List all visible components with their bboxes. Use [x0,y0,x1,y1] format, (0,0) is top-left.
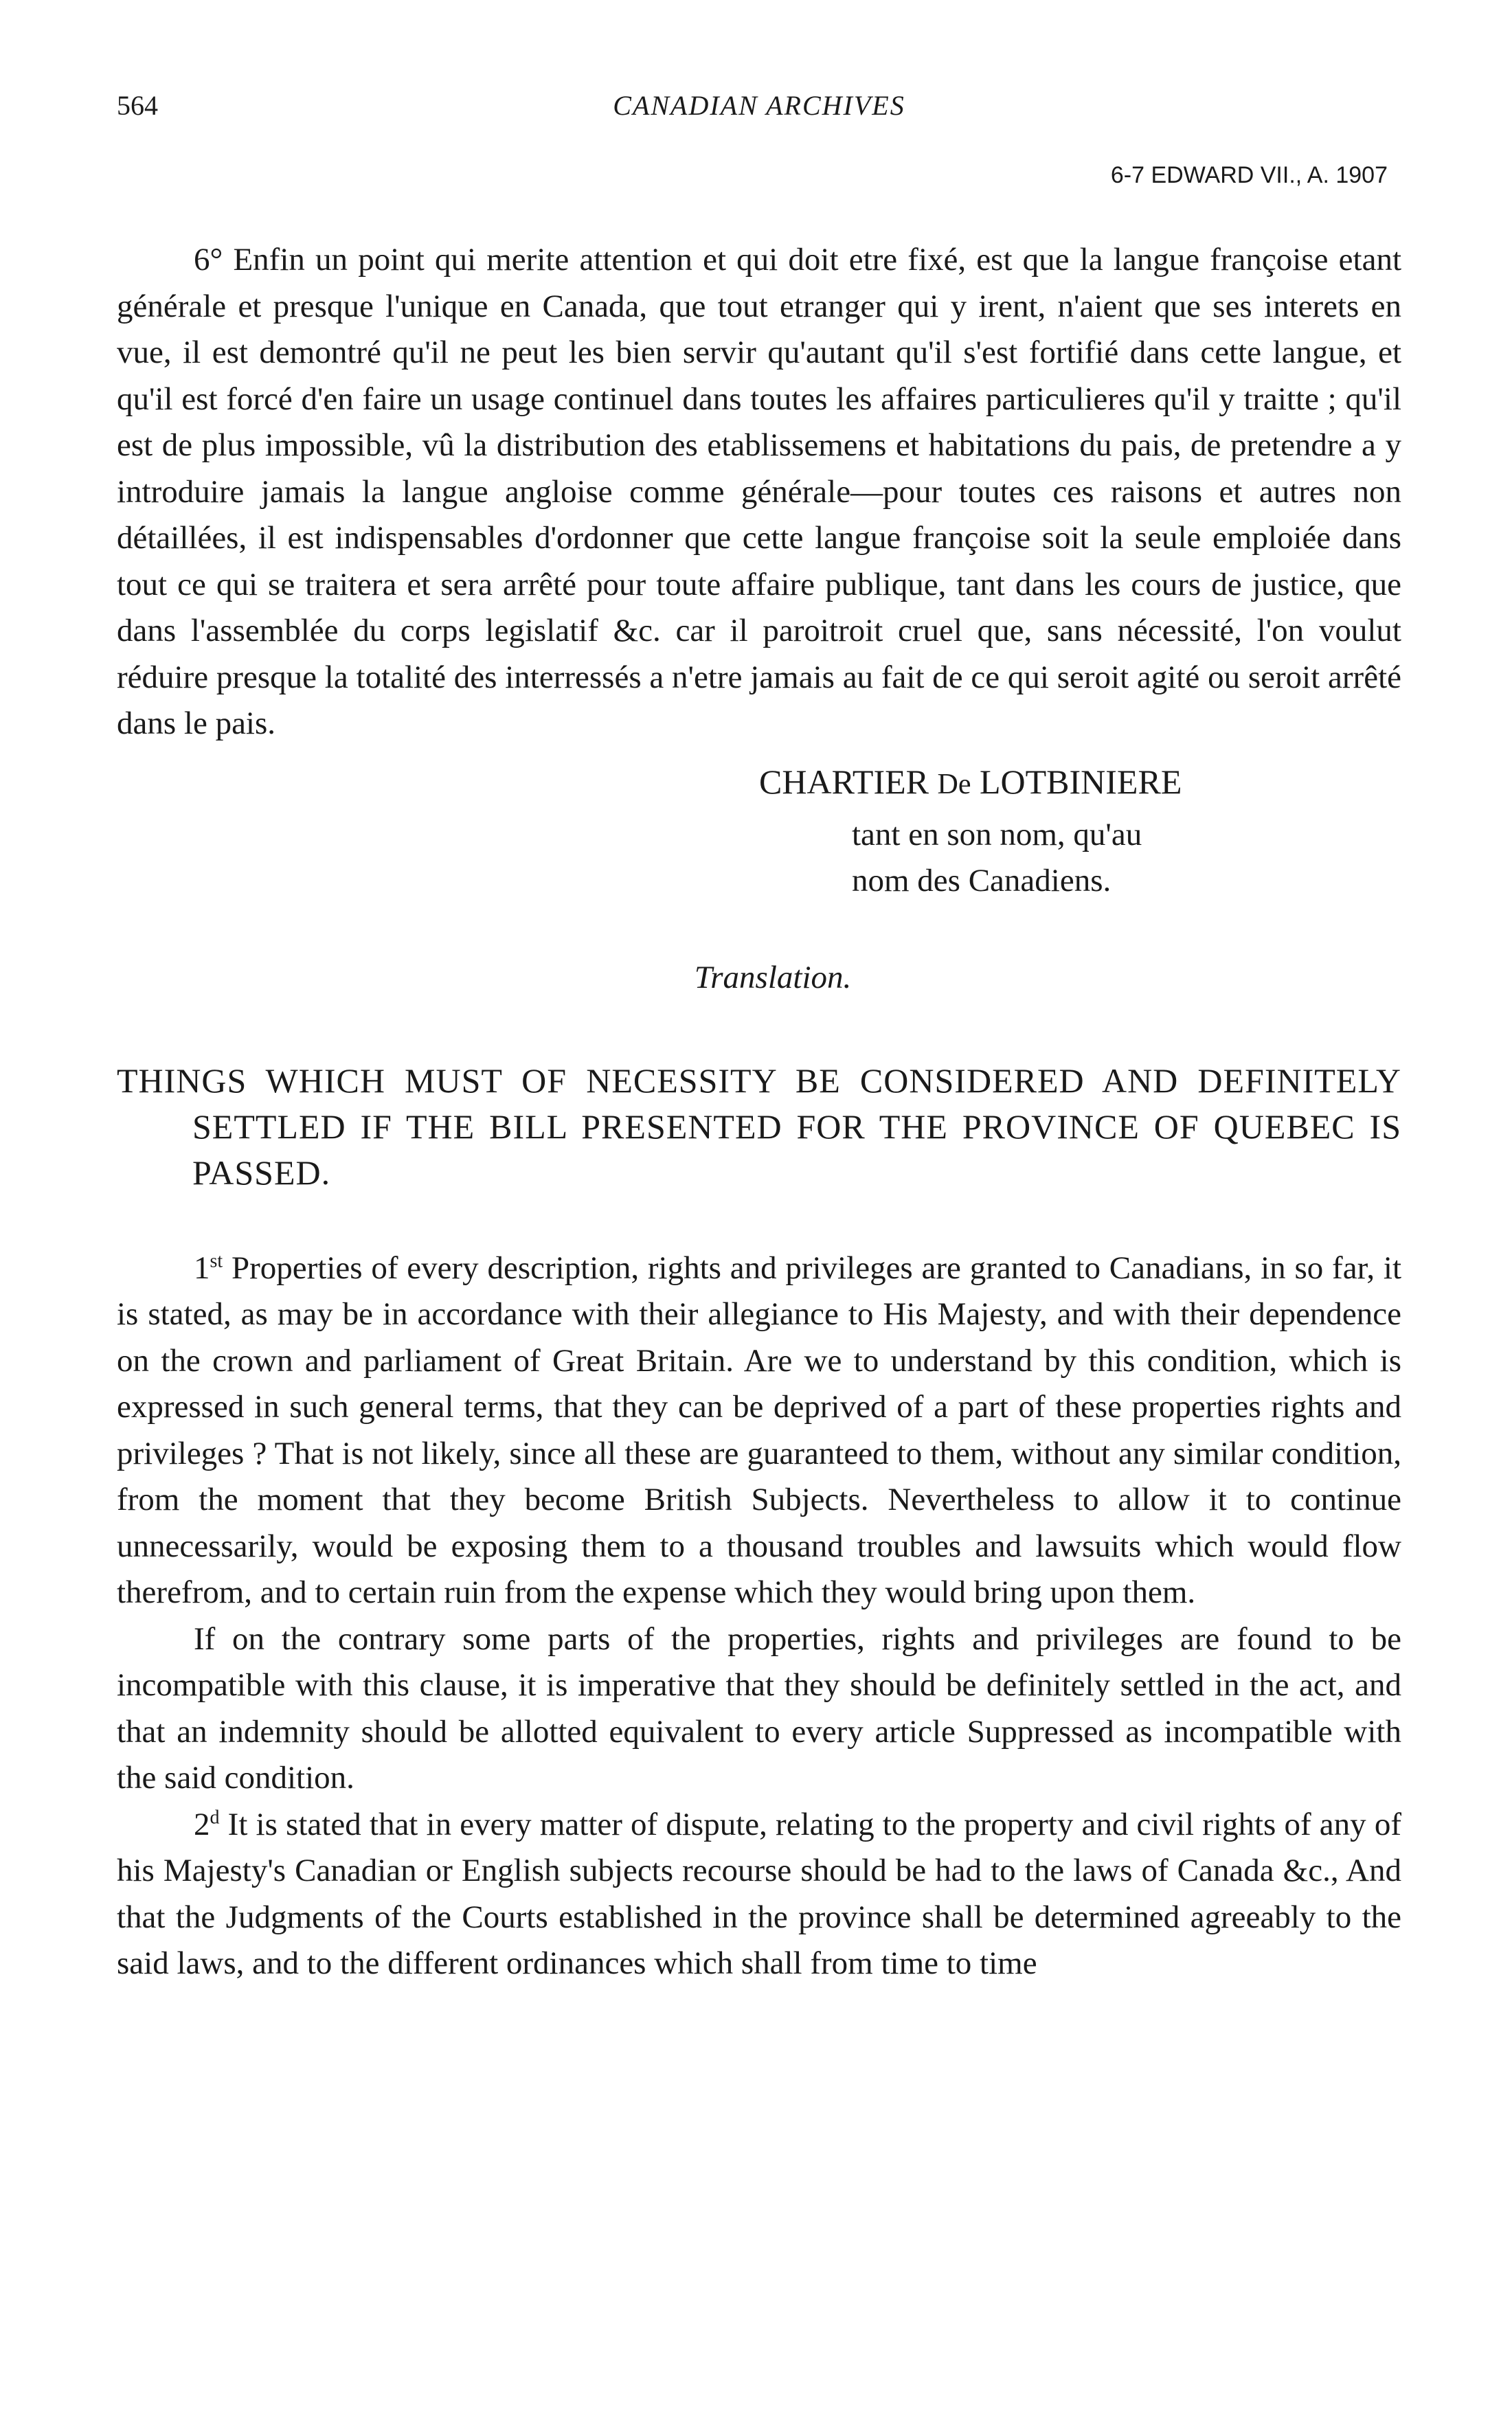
paragraph-number: 1 [194,1250,210,1286]
signatory-name-first: CHARTIER [759,762,938,801]
page [117,89,1401,1987]
paragraph-text: Properties of every description, rights and privileges are granted to Canadians, in so far, it is stated, as may be in accordance with their allegiance to His Majesty, and with their dependence on the crown and parliament of Great Britain. Are we to understand by this condition, which is expressed in such general terms, that they can be deprived of a part of these properties rights and privileges ? That is not likely, since all these are guaranteed to them, without any similar condition, from the moment that they become British Subjects. Nevertheless to allow it to continue unnecessarily, would be exposing them to a thousand troubles and lawsuits which would flow therefrom, and to certain ruin from the expense which they would bring upon them. [117,1250,1401,1610]
session-line: 6-7 EDWARD VII., A. 1907 [1110,162,1388,188]
ordinal-suffix: d [210,1806,220,1828]
paragraph-text: It is stated that in every matter of dispute, relating to the property and civil rights of any of his Majesty's Canadian or English subjects recourse should be had to the laws of Canada &c., And that the Judgments of the Courts established in the province shall be determined agreeably to the said laws, and to the different ordinances which shall from time to time [117,1806,1401,1981]
translation-label: Translation. [694,959,852,995]
english-paragraph-2: If on the contrary some parts of the properties, rights and privileges are found to be incompatible with this clause, it is imperative that they should be definitely settled in the act, and that an indemnity should be allotted equivalent to every article Suppressed as incompatible with the said condition. [117,1620,1401,1796]
page-number: 564 [117,90,158,121]
signatory-name [759,754,1401,812]
english-paragraph-1 [117,1245,1401,1616]
paragraph-number: 2 [194,1806,210,1842]
signatory-name-last: LOTBINIERE [971,762,1182,801]
english-paragraph-3 [117,1802,1401,1987]
signatory-name-particle: De [937,768,971,800]
paragraph-number: 6 [194,242,210,278]
section-heading: THINGS WHICH MUST OF NECESSITY BE CONSIDERED AND DEFINITELY SETTLED IF THE BILL PRESENTED FOR THE PROVINCE OF QUEBEC IS PASSED. [117,1061,1401,1192]
french-paragraph-6 [117,237,1401,747]
degree-mark: ° [210,242,223,278]
signature-line-1: tant en son nom, qu'au [852,816,1142,852]
ordinal-suffix: st [210,1250,223,1272]
signature-line-2: nom des Canadiens. [852,862,1112,899]
running-head [117,89,1401,144]
signature-block [759,754,1401,904]
paragraph-text: Enfin un point qui merite attention et qui doit etre fixé, est que la langue françoise etant générale et presque l'unique en Canada, que tout etranger qui y irent, n'aient que ses interets en vue, il est demontré qu'il ne peut les bien servir qu'autant qu'il s'est fortifié dans cette langue, et qu'il est forcé d'en faire un usage continuel dans toutes les affaires particulieres qu'il y traitte ; qu'il est de plus impossible, vû la distribution des etablissemens et habitations du pais, de pretendre a y introduire jamais la langue angloise comme générale—pour toutes ces raisons et autres non détaillées, il est indispensables d'ordonner que cette langue françoise soit la seule emploiée dans tout ce qui se traitera et sera arrêté pour toute affaire publique, tant dans les cours de justice, que dans l'assemblée du corps legislatif &c. car il paroitroit cruel que, sans nécessité, l'on voulut réduire presque la totalité des interressés a n'etre jamais au fait de ce qui seroit agité ou seroit arrêté dans le pais. [117,242,1401,741]
journal-title: CANADIAN ARCHIVES [613,90,905,121]
